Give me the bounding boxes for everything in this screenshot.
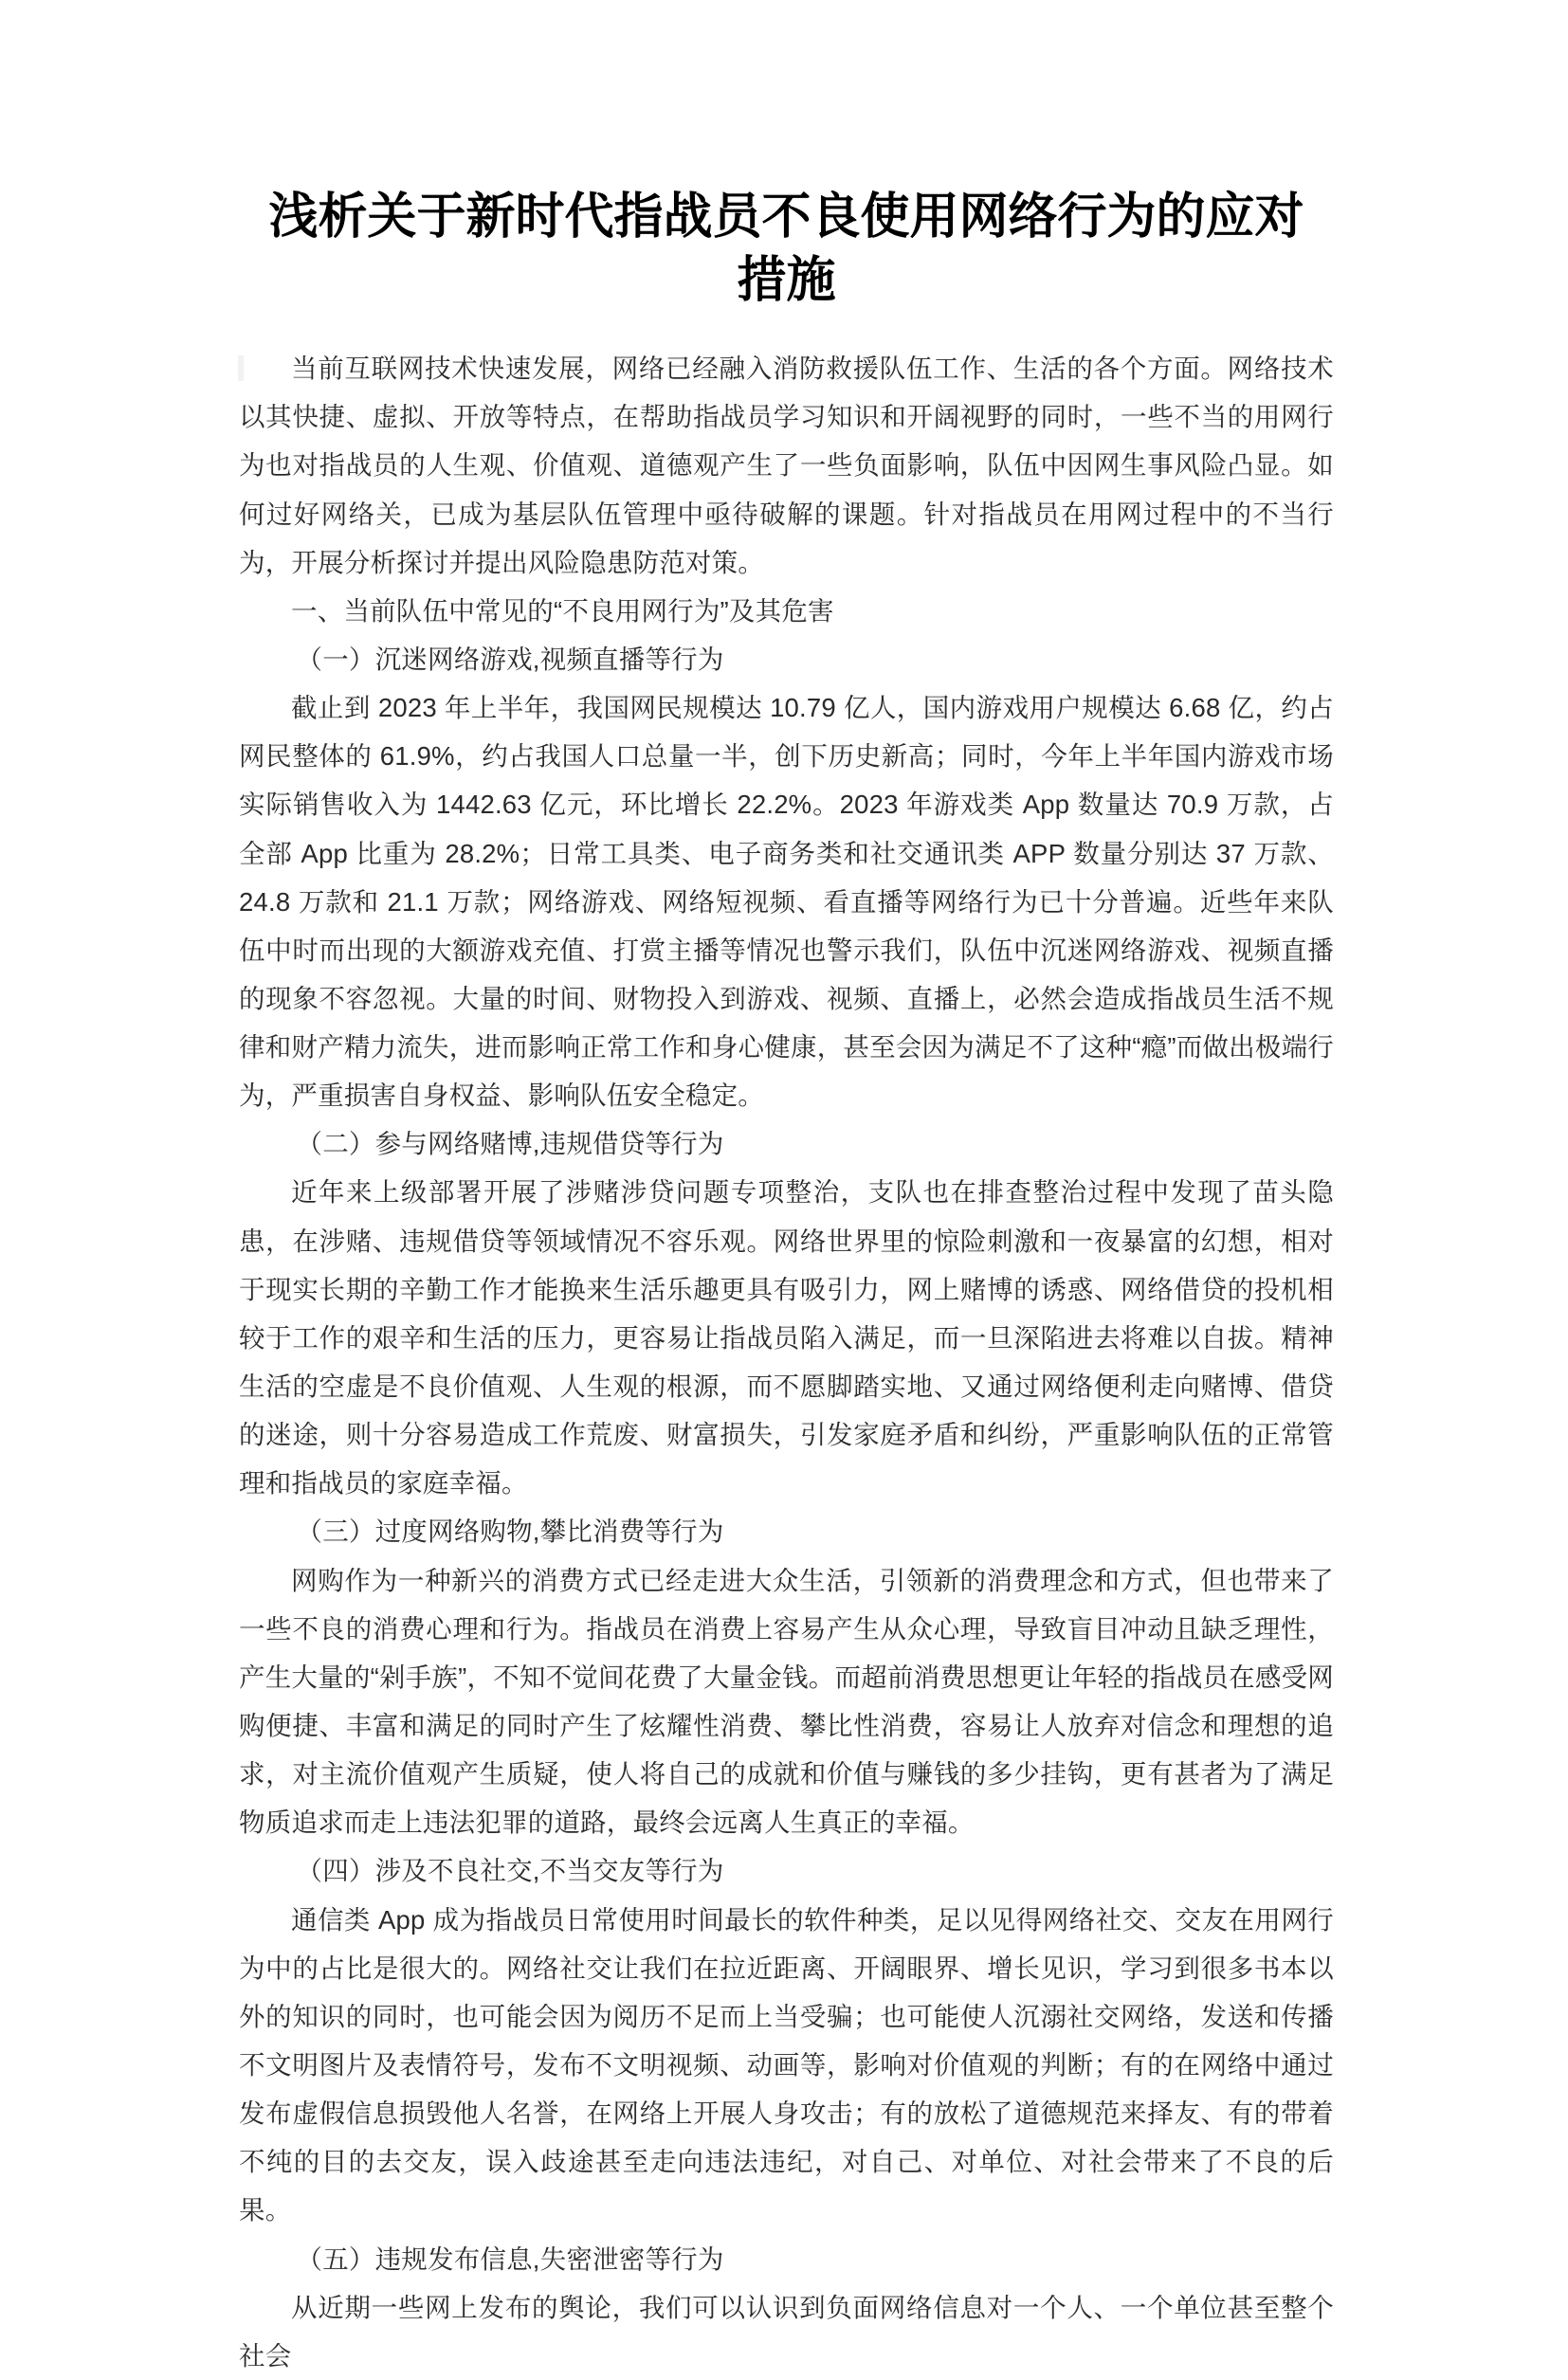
paragraph-subsection-5: 从近期一些网上发布的舆论，我们可以认识到负面网络信息对一个人、一个单位甚至整个社会 bbox=[239, 2292, 1334, 2371]
document-body bbox=[239, 344, 1334, 2380]
subsection-heading-3: （三）过度网络购物,攀比消费等行为 bbox=[296, 1517, 724, 1547]
section-heading-one: 一、当前队伍中常见的“不良用网行为”及其危害 bbox=[291, 595, 834, 626]
first-paragraph-block bbox=[239, 344, 1334, 587]
page-title: 浅析关于新时代指战员不良使用网络行为的应对措施 bbox=[268, 190, 1304, 308]
subsection-heading-5: （五）违规发布信息,失密泄密等行为 bbox=[296, 2244, 724, 2274]
paragraph-subsection-4: 通信类 App 成为指战员日常使用时间最长的软件种类，足以见得网络社交、交友在用网行为中的占比是很大的。网络社交让我们在拉近距离、开阔眼界、增长见识，学习到很多书本以外的知识的同时，也可能会因为阅历不足而上当受骗；也可能使人沉溺社交网络，发送和传播不文明图片及表情符号，发布不文明视频、动画等，影响对价值观的判断；有的在网络中通过发布虚假信息损毁他人名誉，在网络上开展人身攻击；有的放松了道德规范来择友、有的带着不纯的目的去交友，误入歧途甚至走向违法违纪，对自己、对单位、对社会带来了不良的后果。 bbox=[239, 1904, 1334, 2226]
subsection-heading-2: （二）参与网络赌博,违规借贷等行为 bbox=[296, 1129, 724, 1159]
subsection-heading-4: （四）涉及不良社交,不当交友等行为 bbox=[296, 1856, 724, 1886]
page-content bbox=[239, 186, 1334, 2380]
paragraph-subsection-2: 近年来上级部署开展了涉赌涉贷问题专项整治，支队也在排查整治过程中发现了苗头隐患，在涉赌、违规借贷等领域情况不容乐观。网络世界里的惊险刺激和一夜暴富的幻想，相对于现实长期的辛勤工作才能换来生活乐趣更具有吸引力，网上赌博的诱惑、网络借贷的投机相较于工作的艰辛和生活的压力，更容易让指战员陷入满足，而一旦深陷进去将难以自拔。精神生活的空虚是不良价值观、人生观的根源，而不愿脚踏实地、又通过网络便利走向赌博、借贷的迷途，则十分容易造成工作荒废、财富损失，引发家庭矛盾和纠纷，严重影响队伍的正常管理和指战员的家庭幸福。 bbox=[239, 1177, 1334, 1499]
paragraph-subsection-3: 网购作为一种新兴的消费方式已经走进大众生活，引领新的消费理念和方式，但也带来了一些不良的消费心理和行为。指战员在消费上容易产生从众心理，导致盲目冲动且缺乏理性，产生大量的“剁手族”，不知不觉间花费了大量金钱。而超前消费思想更让年轻的指战员在感受网购便捷、丰富和满足的同时产生了炫耀性消费、攀比性消费，容易让人放弃对信念和理想的追求，对主流价值观产生质疑，使人将自己的成就和价值与赚钱的多少挂钩，更有甚者为了满足物质追求而走上违法犯罪的道路，最终会远离人生真正的幸福。 bbox=[239, 1565, 1334, 1838]
paragraph-subsection-1: 截止到 2023 年上半年，我国网民规模达 10.79 亿人，国内游戏用户规模达 6.68 亿，约占网民整体的 61.9%，约占我国人口总量一半，创下历史新高；同时，今年上半年国内游戏市场实际销售收入为 1442.63 亿元，环比增长 22.2%。2023 年游戏类 App 数量达 70.9 万款，占全部 App 比重为 28.2%；日常工具类、电子商务类和社交通讯类 APP 数量分别达 37 万款、24.8 万款和 21.1 万款；网络游戏、网络短视频、看直播等网络行为已十分普遍。近些年来队伍中时而出现的大额游戏充值、打赏主播等情况也警示我们，队伍中沉迷网络游戏、视频直播的现象不容忽视。大量的时间、财物投入到游戏、视频、直播上，必然会造成指战员生活不规律和财产精力流失，进而影响正常工作和身心健康，甚至会因为满足不了这种“瘾”而做出极端行为，严重损害自身权益、影响队伍安全稳定。 bbox=[239, 693, 1334, 1111]
margin-marker-icon bbox=[238, 355, 244, 381]
subsection-heading-1: （一）沉迷网络游戏,视频直播等行为 bbox=[296, 644, 724, 674]
paragraph-intro: 当前互联网技术快速发展，网络已经融入消防救援队伍工作、生活的各个方面。网络技术以其快捷、虚拟、开放等特点，在帮助指战员学习知识和开阔视野的同时，一些不当的用网行为也对指战员的人生观、价值观、道德观产生了一些负面影响，队伍中因网生事风险凸显。如何过好网络关，已成为基层队伍管理中亟待破解的课题。针对指战员在用网过程中的不当行为，开展分析探讨并提出风险隐患防范对策。 bbox=[239, 354, 1334, 577]
